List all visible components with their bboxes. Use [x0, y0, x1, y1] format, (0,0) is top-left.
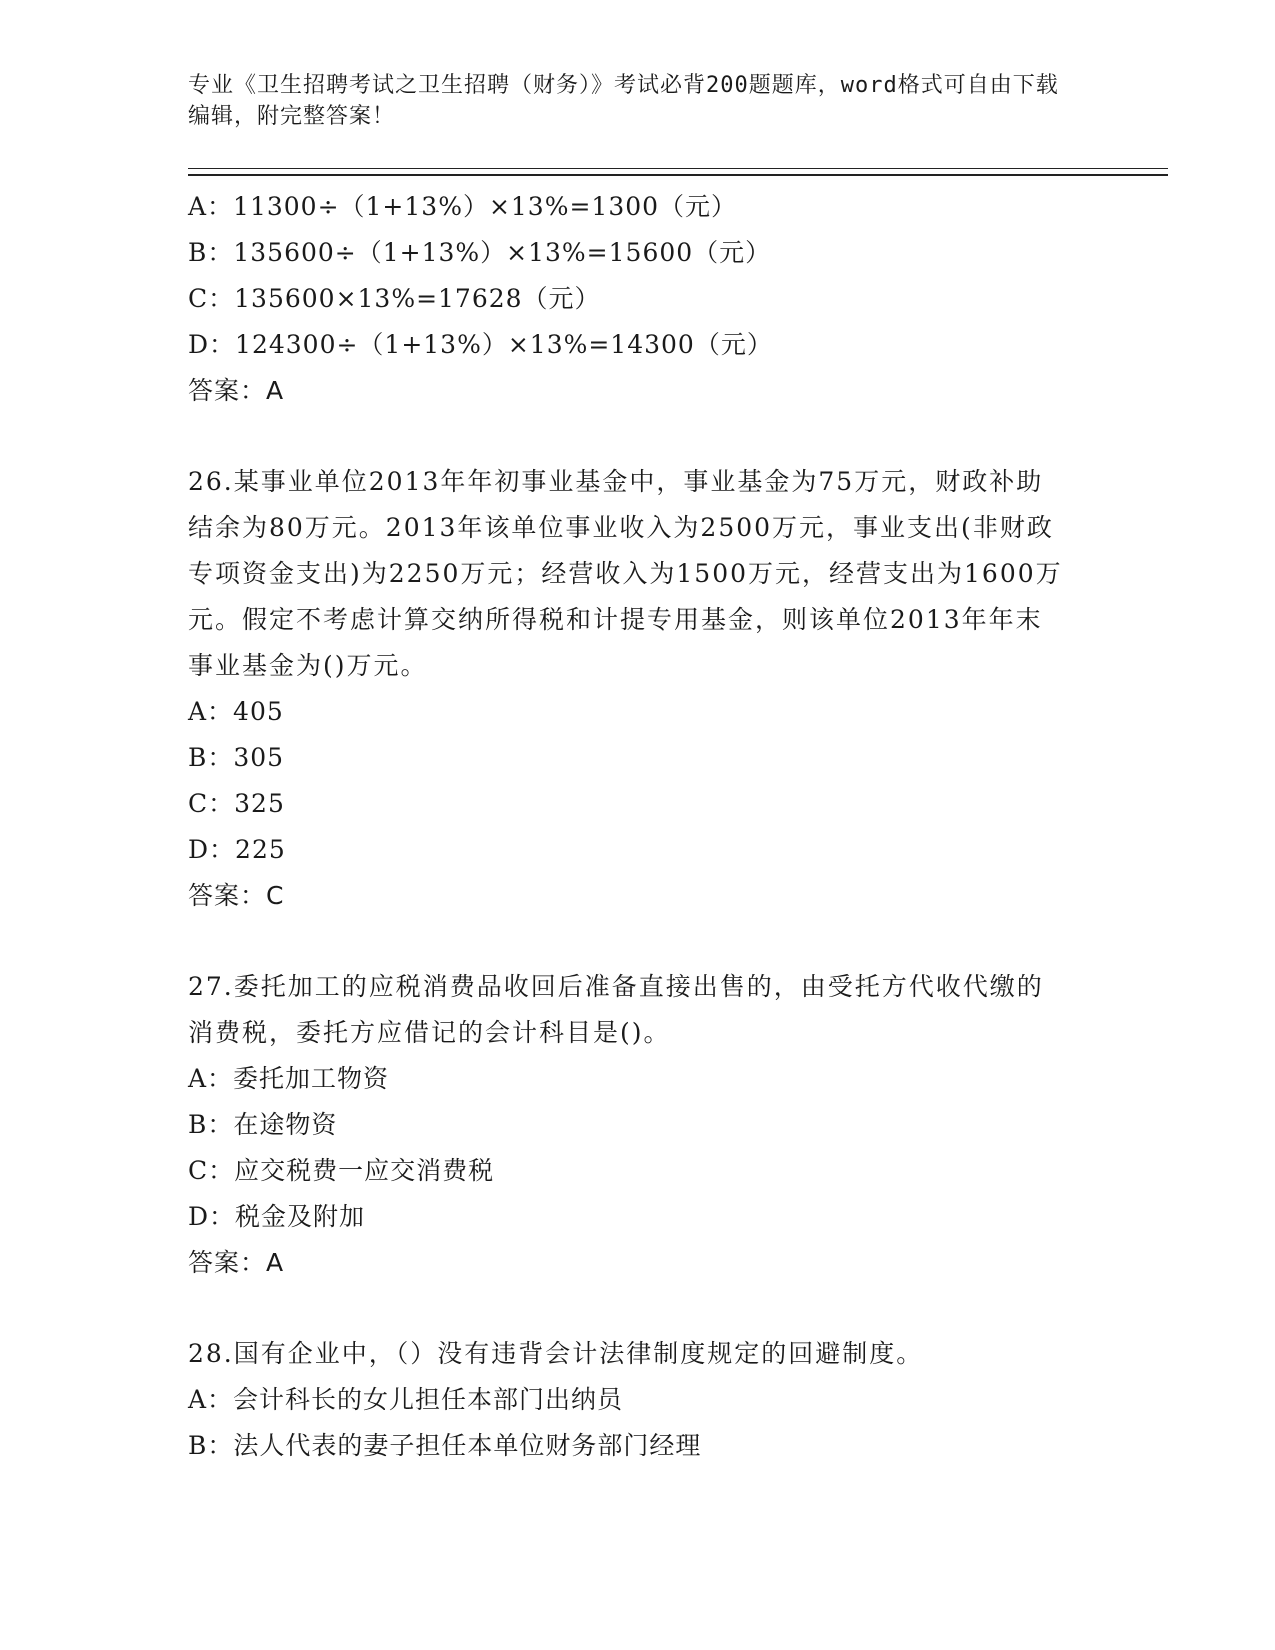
option-c: C：135600×13%=17628（元）	[188, 284, 601, 313]
option-b: B：135600÷（1+13%）×13%=15600（元）	[188, 238, 772, 267]
answer-label: 答案：A	[188, 1248, 285, 1277]
document-page	[188, 70, 1168, 1469]
question-stem: 28.国有企业中，（）没有违背会计法律制度规定的回避制度。	[188, 1339, 924, 1368]
option-b: B：法人代表的妻子担任本单位财务部门经理	[188, 1431, 702, 1460]
answer-label: 答案：C	[188, 881, 285, 910]
question-25-block	[188, 184, 1168, 414]
option-a: A：委托加工物资	[188, 1064, 390, 1093]
header-divider	[188, 168, 1168, 176]
spacer	[188, 414, 1168, 459]
question-stem: 26.某事业单位2013年年初事业基金中，事业基金为75万元，财政补助结余为80万元。2013年该单位事业收入为2500万元，事业支出(非财政专项资金支出)为2250万元；经营收入为1500万元，经营支出为1600万元。假定不考虑计算交纳所得税和计提专用基金，则该单位2013年年末事业基金为()万元。	[188, 467, 1063, 680]
spacer	[188, 919, 1168, 964]
question-list	[188, 184, 1168, 1469]
option-c: C：应交税费一应交消费税	[188, 1156, 495, 1185]
option-d: D：225	[188, 835, 286, 864]
option-d: D：税金及附加	[188, 1202, 366, 1231]
option-a: A：11300÷（1+13%）×13%=1300（元）	[188, 192, 738, 221]
spacer	[188, 1286, 1168, 1331]
option-b: B：在途物资	[188, 1110, 338, 1139]
document-header-title: 专业《卫生招聘考试之卫生招聘（财务）》考试必背200题题库，word格式可自由下载编辑，附完整答案！	[188, 73, 1059, 129]
option-b: B：305	[188, 743, 285, 772]
question-stem: 27.委托加工的应税消费品收回后准备直接出售的，由受托方代收代缴的消费税，委托方应借记的会计科目是()。	[188, 972, 1044, 1047]
question-27-block	[188, 964, 1168, 1286]
option-a: A：405	[188, 697, 284, 726]
option-a: A：会计科长的女儿担任本部门出纳员	[188, 1385, 624, 1414]
answer-label: 答案：A	[188, 376, 285, 405]
question-28-block	[188, 1331, 1168, 1469]
option-c: C：325	[188, 789, 285, 818]
option-d: D：124300÷（1+13%）×13%=14300（元）	[188, 330, 773, 359]
question-26-block	[188, 459, 1168, 919]
